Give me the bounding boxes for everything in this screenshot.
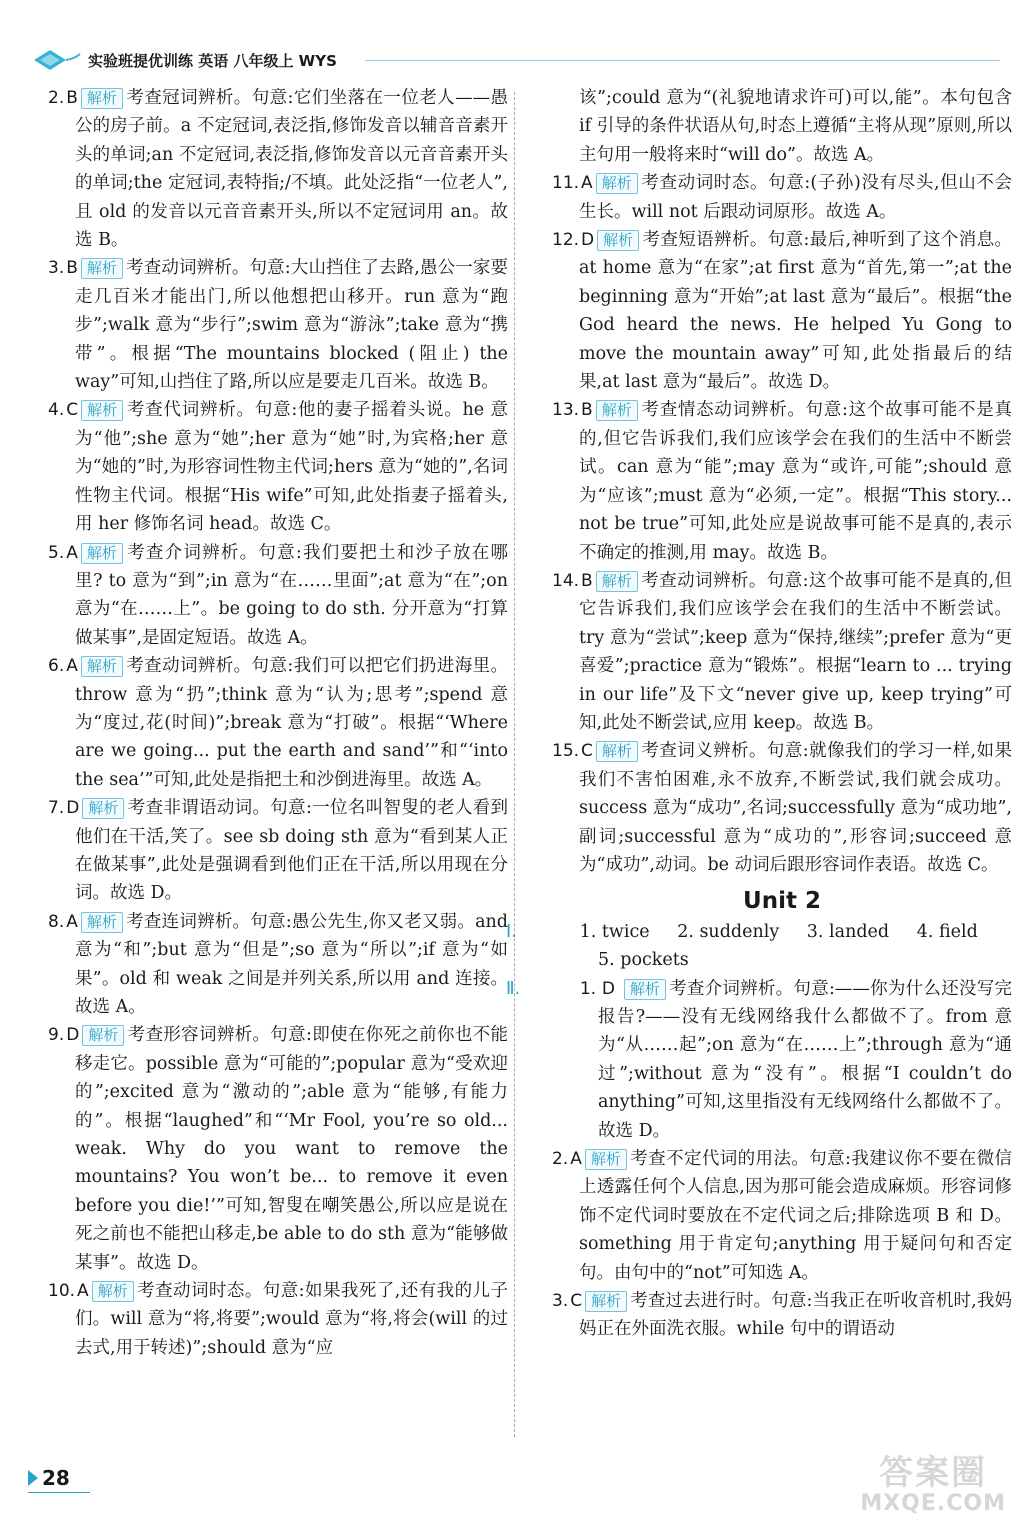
analysis-tag: 解析 [81,88,123,109]
watermark-logo [860,1454,1006,1516]
analysis-text: 考查过去进行时。句意:当我正在听收音机时,我妈妈正在外面洗衣服。while 句中的谓语动 [579,1291,1012,1340]
analysis-tag: 解析 [81,258,123,279]
analysis-tag: 解析 [92,1281,134,1302]
unit-title: Unit 2 [743,888,821,915]
analysis-tag: 解析 [585,1149,627,1170]
analysis-tag: 解析 [81,400,123,421]
question-number: 10. [48,1281,76,1302]
answer-letter: C [66,400,79,421]
answer-letter: A [66,542,78,563]
analysis-tag: 解析 [81,543,123,564]
question-number: 14. [552,570,580,591]
header-title: 实验班提优训练 英语 八年级上 WYS [88,52,337,70]
question-number: 6. [48,656,65,677]
analysis-text: 考查形容词辨析。句意:即使在你死之前你也不能移走它。possible 意为“可能的”;popular 意为“受欢迎的”;excited 意为“激动的”;able 意为“能够,有能力的”。根据“laughed”和“‘Mr Fool, you’re so old... weak. Why do you want to remove the mountains? You won’t be... to remove it even before you die!’”可知,智叟在嘲笑愚公,所以应是说在死之前也不能把山移走,be able to do sth 意为“能够做某事”。故选 D。 [75,1025,508,1273]
analysis-text: 考查动词辨析。句意:我们可以把它们扔进海里。throw 意为“扔”;think 意为“认为;思考”;spend 意为“度过,花(时间)”;break 意为“打破”。根据“‘Where are we going... put the earth and sand’”和“‘into the sea’”可知,此处是指把土和沙倒进海里。故选 A。 [75,656,508,790]
left-column [48,84,508,1362]
answer-item [552,1145,1012,1287]
analysis-text: 考查短语辨析。句意:最后,神听到了这个消息。at home 意为“在家”;at first 意为“首先,第一”;at the beginning 意为“开始”;at last 意为“最后”。根据“the God heard the news. He helped Yu Gong to move the mountain away”可知,此处指最后的结果,at last 意为“最后”。故选 D。 [579,230,1012,393]
word-answer: 1. twice [579,921,650,942]
analysis-tag: 解析 [81,656,123,677]
analysis-text: 考查不定代词的用法。句意:我建议你不要在微信上透露任何个人信息,因为那可能会造成麻烦。形容词修饰不定代词时要放在不定代词之后;排除选项 B 和 D。something 用于肯定句;anything 用于疑问句和否定句。由句中的“not”可知选 A。 [579,1149,1012,1283]
section-1-words [580,922,1000,970]
section-1-mark: Ⅰ. [506,921,517,942]
question-number: 15. [552,741,580,762]
answer-letter: B [66,88,78,108]
answer-letter: C [581,741,593,762]
question-number: 8. [48,911,65,932]
answer-item [48,652,508,794]
answer-letter: B [66,258,78,279]
answer-item [48,254,508,396]
answer-item [48,908,508,1022]
question-number: 1. [579,978,597,999]
analysis-tag: 解析 [585,1291,627,1312]
answer-item [552,1287,1012,1344]
question-number: 11. [552,173,580,194]
analysis-text: 考查动词辨析。句意:大山挡住了去路,愚公一家要走几百米才能出门,所以他想把山移开。run 意为“跑步”;walk 意为“步行”;swim 意为“游泳”;take 意为“携带”。根据“The mountains blocked (阻止) the way”可知,山挡住了路,所以应是要走几百米。故选 B。 [75,258,508,393]
answer-letter: D [581,230,595,251]
column-divider [514,92,515,1437]
answer-item [48,1277,508,1362]
analysis-text: 考查非谓语动词。句意:一位名叫智叟的老人看到他们在干活,笑了。see sb doing sth 意为“看到某人正在做某事”,此处是强调看到他们正在干活,所以用现在分词。故选 D。 [75,798,508,904]
analysis-tag: 解析 [624,979,666,1000]
answer-list-right [552,84,1012,879]
answer-letter: B [581,570,593,591]
analysis-tag: 解析 [596,173,638,194]
answer-letter: A [77,1281,89,1302]
right-column [506,84,1012,1344]
question-number: 4. [48,400,65,421]
analysis-text: 考查冠词辨析。句意:它们坐落在一位老人——愚公的房子前。a 不定冠词,表泛指,修饰发音以辅音音素开头的单词;an 不定冠词,表泛指,修饰发音以元音音素开头的单词;the 定冠词,表特指;/不填。此处泛指“一位老人”,且 old 的发音以元音音素开头,所以不定冠词用 an。故选 B。 [75,88,508,251]
question-number: 12. [552,230,580,251]
word-answer: 2. suddenly [677,921,780,942]
analysis-text: 考查动词辨析。句意:这个故事可能不是真的,但它告诉我们,我们应该学会在我们的生活中不断尝试。try 意为“尝试”;keep 意为“保持,继续”;prefer 意为“更喜爱”;practice 意为“锻炼”。根据“learn to ... trying in our life”及下文“never give up, keep trying”可知,此处不断尝试,应用 keep。故选 B。 [579,570,1012,733]
answer-item [552,396,1012,566]
answer-letter: D [601,978,615,999]
question-number: 13. [552,400,580,421]
word-answer: 3. landed [806,921,890,942]
answer-letter: B [581,400,593,421]
question-number: 3. [552,1291,569,1312]
analysis-text: 考查情态动词辨析。句意:这个故事可能不是真的,但它告诉我们,我们应该学会在我们的生活中不断尝试。can 意为“能”;may 意为“或许,可能”;should 意为“应该”;must 意为“必须,一定”。根据“This story... not be true”可知,此处应是说故事可能不是真的,表示不确定的推测,用 may。故选 B。 [579,400,1012,563]
analysis-tag: 解析 [82,1025,124,1046]
section-2 [506,975,1012,1145]
answer-item [48,1021,508,1277]
analysis-tag: 解析 [596,400,638,421]
answer-item [48,539,508,653]
watermark-url: MXQE.COM [860,1491,1006,1516]
analysis-text: 考查连词辨析。句意:愚公先生,你又老又弱。and 意为“和”;but 意为“但是”;so 意为“所以”;if 意为“如果”。old 和 weak 之间是并列关系,所以用 and 连接。故选 A。 [75,911,508,1017]
analysis-tag: 解析 [597,230,639,251]
book-logo-icon [30,44,82,74]
answer-letter: A [570,1149,582,1170]
section-1 [506,918,1012,975]
question-number: 3. [48,258,65,279]
section-2-mark: Ⅱ. [506,978,521,999]
analysis-text: 考查介词辨析。句意:我们要把土和沙子放在哪里? to 意为“到”;in 意为“在……里面”;at 意为“在”;on 意为“在……上”。be going to do sth. 分开意为“打算做某事”,是固定短语。故选 A。 [75,542,508,648]
answer-letter: A [66,911,78,932]
question-number: 2. [552,1149,569,1170]
page-arrow-icon [28,1470,38,1486]
word-answer: 5. pockets [598,950,689,971]
answer-letter: C [570,1291,583,1312]
answer-item [552,84,1012,169]
word-answer: 4. field [916,921,978,942]
answer-item [552,169,1012,226]
analysis-text: 考查代词辨析。句意:他的妻子摇着头说。he 意为“他”;she 意为“她”;her 意为“她”时,为宾格;her 意为“她的”时,为形容词性物主代词;hers 意为“她的”,名词性物主代词。根据“His wife”可知,此处指妻子摇着头,用 her 修饰名词 head。故选 C。 [75,400,508,535]
answer-letter: A [581,173,593,194]
answer-list-left [48,84,508,1362]
answer-item [48,396,508,538]
answer-letter: A [66,656,78,677]
question-number: 7. [48,798,65,819]
answer-list-right-2 [552,1145,1012,1344]
analysis-text: 考查介词辨析。句意:——你为什么还没写完报告?——没有无线网络我什么都做不了。from 意为“从……起”;on 意为“在……上”;through 意为“通过”;without 意为“没有”。根据“I couldn’t do anything”可知,这里指没有无线网络什么都做不了。故选 D。 [598,978,1012,1141]
page-header [30,44,980,74]
question-number: 5. [48,542,65,563]
question-number: 9. [48,1025,65,1046]
analysis-tag: 解析 [596,571,638,592]
answer-item [552,567,1012,737]
header-rule [365,60,1000,61]
question-number: 2. [48,88,65,108]
answer-item [48,84,508,254]
page-number: 28 [42,1466,70,1490]
answer-item [552,226,1012,396]
answer-item [552,737,1012,879]
analysis-tag: 解析 [596,741,638,762]
analysis-text: 该”;could 意为“(礼貌地请求许可)可以,能”。本句包含 if 引导的条件状语从句,时态上遵循“主将从现”原则,所以主句用一般将来时“will do”。故选 A。 [579,88,1012,165]
page-number-underline [28,1492,90,1493]
analysis-text: 考查动词时态。句意:(子孙)没有尽头,但山不会生长。will not 后跟动词原形。故选 A。 [579,173,1012,222]
answer-letter: D [66,1025,80,1046]
watermark-text: 答案圈 [879,1453,988,1493]
answer-letter: D [66,798,80,819]
analysis-text: 考查词义辨析。句意:就像我们的学习一样,如果我们不害怕困难,永不放弃,不断尝试,我们就会成功。success 意为“成功”,名词;successfully 意为“成功地”,副词;successful 意为“成功的”,形容词;succeed 意为“成功”,动词。be 动词后跟形容词作表语。故选 C。 [579,741,1012,875]
analysis-text: 考查动词时态。句意:如果我死了,还有我的儿子们。will 意为“将,将要”;would 意为“将,将会(will 的过去式,用于转述)”;should 意为“应 [75,1281,508,1358]
answer-item [48,794,508,908]
analysis-tag: 解析 [81,912,123,933]
analysis-tag: 解析 [82,798,124,819]
